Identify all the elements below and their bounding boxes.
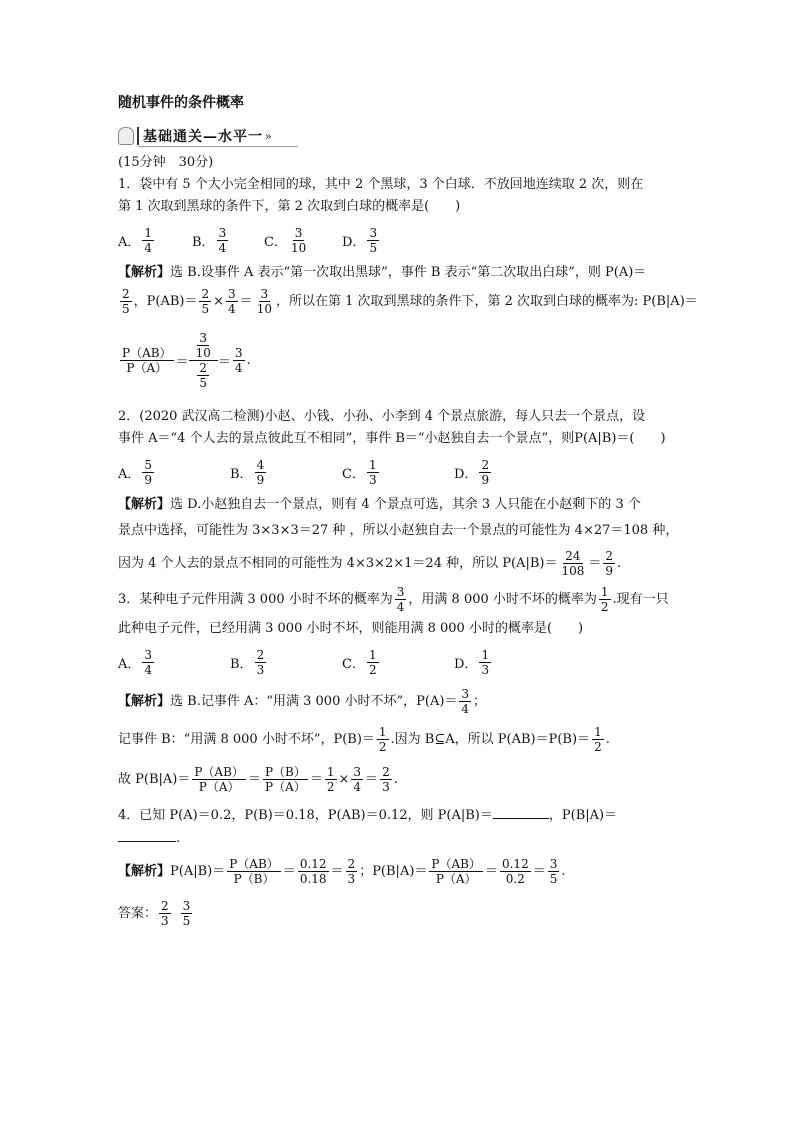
operator: ＝: [365, 772, 379, 787]
numerator: 2: [347, 857, 356, 871]
denominator: 3: [481, 662, 490, 677]
denominator: 0.2: [505, 872, 525, 886]
fraction: [479, 648, 491, 677]
level-banner: [118, 124, 678, 148]
q3-choice-a: [118, 648, 230, 677]
fraction: [351, 765, 363, 794]
numerator: 1: [378, 725, 387, 739]
fraction: [263, 765, 308, 794]
numerator: 1: [326, 765, 335, 779]
fraction: [289, 226, 308, 255]
analysis-text: 故 P(B|A)＝: [118, 772, 191, 787]
q3-stem-line2: 此种电子元件，已经用满 3 000 小时不坏，则能用满 8 000 小时的概率是( ): [118, 621, 584, 636]
numerator: P（B）: [264, 765, 306, 779]
choice-label: A．: [118, 234, 141, 250]
analysis-text: 因为 4 个人去的景点不相同的可能性为 4×3×2×1＝24 种，所以 P(A|B)＝: [118, 556, 558, 571]
denominator: 5: [369, 240, 378, 255]
numerator: 0.12: [299, 857, 327, 871]
numerator: P（AB）: [194, 765, 244, 779]
fraction: [559, 549, 586, 578]
denominator: 4: [144, 240, 153, 255]
numerator: 1: [368, 647, 377, 662]
punctuation: .: [176, 831, 181, 846]
fraction: [380, 765, 392, 794]
q1-choices: [118, 218, 678, 262]
punctuation: .: [393, 772, 398, 787]
numerator: 3: [461, 687, 470, 701]
fraction: [197, 361, 209, 390]
denominator: 4: [396, 600, 405, 614]
denominator: P（A）: [126, 360, 168, 375]
analysis-text: ，P(AB)＝: [133, 294, 198, 309]
stem-text: .现有一只: [612, 592, 669, 607]
denominator: P（A）: [435, 872, 477, 886]
numerator: 0.12: [501, 857, 529, 871]
stem-text: ，P(B|A)＝: [548, 808, 618, 823]
q2-stem-line2: 事件 A＝“4 个人去的景点彼此互不相同”，事件 B＝“小赵独自去一个景点”，则P(A|B)＝( ): [118, 431, 666, 446]
answer-blank: [493, 804, 549, 819]
q2-choice-d: [454, 458, 493, 487]
analysis-text: 选 B.记事件 A：“用满 3 000 小时不坏”，P(A)＝: [170, 694, 458, 709]
numerator: 2: [256, 647, 265, 662]
fraction: [255, 458, 267, 487]
q2-analysis-line3: [118, 546, 678, 582]
denominator: 4: [353, 780, 362, 794]
denominator: 4: [461, 702, 470, 716]
analysis-text: 选 B.设事件 A 表示“第一次取出黑球”，事件 B 表示“第二次取出白球”，则 P(A)＝: [170, 265, 647, 280]
answer-blank: [118, 827, 176, 842]
denominator: 9: [256, 472, 265, 487]
banner-underline: [138, 146, 298, 147]
denominator: 3: [347, 872, 356, 886]
fraction: [255, 648, 267, 677]
q2-analysis-line2: 景点中选择，可能性为 3×3×3＝27 种 ，所以小赵独自去一个景点的可能性为 4×27＝108 种，: [118, 523, 679, 538]
banner-divider: [137, 127, 139, 145]
denominator: 2: [368, 662, 377, 677]
punctuation: .: [561, 864, 566, 879]
q3-stem-line1: [118, 582, 678, 618]
denominator: 2: [326, 780, 335, 794]
numerator: 3: [369, 225, 378, 240]
denominator: 108: [561, 564, 585, 578]
choice-label: D．: [454, 656, 478, 672]
stem-text: 4．已知 P(A)＝0.2，P(B)＝0.18，P(AB)＝0.12，则 P(A|B)＝: [118, 808, 493, 823]
denominator: 5: [122, 302, 130, 316]
fraction: [194, 331, 213, 360]
numerator: 2: [481, 457, 490, 472]
operator: ＝: [217, 354, 231, 370]
q1-choice-b: [192, 226, 264, 255]
q3-analysis-line3: [118, 760, 678, 800]
choice-label: C．: [264, 234, 287, 250]
numerator: 1: [481, 647, 490, 662]
denominator: 0.18: [299, 872, 327, 886]
punctuation: .: [617, 556, 622, 571]
fraction: [226, 287, 238, 316]
numerator: 1: [368, 457, 377, 472]
fraction: [255, 287, 274, 316]
numerator: 3: [144, 647, 153, 662]
q1-choice-d: [342, 226, 381, 255]
operator: ＝: [239, 294, 253, 309]
numerator: 2: [382, 765, 390, 779]
fraction: [346, 857, 358, 886]
time-info: (15分钟 30分): [118, 155, 214, 170]
numerator: P（AB）: [122, 345, 172, 360]
fraction: [367, 458, 379, 487]
denominator: 2: [600, 600, 609, 614]
numerator: 3: [228, 287, 236, 301]
fraction: [548, 857, 560, 886]
analysis-tag: 【解析】: [118, 694, 171, 709]
compound-fraction: [189, 331, 218, 390]
denominator: 5: [199, 375, 208, 390]
denominator: 4: [218, 240, 227, 255]
numerator: 3: [218, 225, 227, 240]
analysis-tag: 【解析】: [118, 497, 171, 512]
numerator: 4: [256, 457, 265, 472]
q1-choice-a: [118, 226, 192, 255]
fraction: [142, 648, 154, 677]
fraction: [479, 458, 491, 487]
denominator: 3: [382, 780, 390, 794]
fraction: [325, 765, 337, 794]
analysis-text: 记事件 B：“用满 8 000 小时不坏”，P(B)＝: [118, 732, 375, 747]
denominator: 2: [594, 740, 602, 754]
denominator: 10: [290, 240, 307, 255]
compound-numerator: [189, 331, 218, 361]
q1-analysis-line3: [118, 320, 678, 400]
fraction: [120, 346, 174, 375]
fraction: [592, 725, 604, 754]
operator: ＝: [175, 354, 189, 370]
choice-label: A．: [118, 656, 141, 672]
q1-analysis-line1: [118, 262, 678, 284]
denominator: 3: [256, 662, 265, 677]
denominator: 2: [378, 740, 387, 754]
denominator: P（B）: [233, 872, 275, 886]
denominator: 5: [201, 302, 210, 316]
numerator: 3: [199, 330, 208, 345]
operator: ＝: [247, 772, 261, 787]
analysis-text: ，所以在第 1 次取到黑球的条件下，第 2 次取到白球的概率为: P(B|A)＝: [275, 294, 698, 309]
denominator: 9: [481, 472, 490, 487]
punctuation: .: [246, 352, 251, 368]
numerator: 2: [161, 899, 169, 913]
numerator: 2: [122, 287, 130, 301]
analysis-text: P(A|B)＝: [170, 864, 226, 879]
operator: ＝: [309, 772, 323, 787]
q1-stem-line1: 1．袋中有 5 个大小完全相同的球，其中 2 个黑球，3 个白球．不放回地连续取 2 次，则在: [118, 177, 644, 192]
operator: ＝: [532, 864, 546, 879]
numerator: P（AB）: [229, 857, 279, 871]
fraction: [603, 549, 615, 578]
q2-analysis-line1: [118, 494, 678, 516]
banner-text: 基础通关—水平一: [143, 129, 263, 145]
numerator: 2: [605, 549, 614, 563]
fraction: [233, 346, 245, 375]
denominator: 3: [161, 914, 169, 928]
choice-label: D．: [342, 234, 366, 250]
denominator: 3: [368, 472, 377, 487]
numerator: 3: [260, 287, 269, 301]
denominator: 9: [144, 472, 153, 487]
choice-label: B．: [192, 234, 215, 250]
numerator: 3: [294, 225, 303, 240]
q3-choices: [118, 640, 678, 684]
numerator: 2: [199, 360, 208, 375]
analysis-text: .因为 B⊆A，所以 P(AB)＝P(B)＝: [390, 732, 591, 747]
denominator: 10: [195, 345, 211, 360]
fraction: [217, 226, 229, 255]
numerator: 3: [549, 857, 558, 871]
choice-label: B．: [230, 466, 253, 482]
section-title: 随机事件的条件概率: [118, 95, 244, 111]
numerator: P（AB）: [431, 857, 481, 871]
q3-analysis-line2: [118, 720, 678, 760]
denominator: 5: [549, 872, 558, 886]
fraction: [192, 765, 246, 794]
choice-label: C．: [342, 656, 365, 672]
compound-denominator: [195, 361, 211, 390]
numerator: 1: [144, 225, 153, 240]
fraction: [159, 899, 171, 928]
choice-label: A．: [118, 466, 141, 482]
chevron-right-icon: »: [265, 129, 272, 143]
q2-choice-b: [230, 458, 342, 487]
operator: ＝: [330, 864, 344, 879]
q4-stem-line1: [118, 804, 678, 827]
denominator: 5: [182, 914, 191, 928]
q3-choice-d: [454, 648, 493, 677]
fraction: [429, 857, 483, 886]
numerator: 5: [144, 457, 153, 472]
choice-label: B．: [230, 656, 253, 672]
denominator: P（A）: [198, 780, 240, 794]
q4-analysis-line1: [118, 850, 678, 894]
denominator: 10: [256, 302, 272, 316]
denominator: 4: [144, 662, 153, 677]
operator: ×: [338, 772, 350, 787]
operator: ＝: [282, 864, 296, 879]
q1-analysis-line2: [118, 284, 698, 320]
fraction: [120, 287, 132, 316]
numerator: 1: [600, 585, 609, 599]
numerator: 3: [353, 765, 362, 779]
fraction: [599, 585, 611, 614]
numerator: 24: [565, 549, 581, 563]
q2-choice-c: [342, 458, 454, 487]
analysis-tag: 【解析】: [118, 864, 171, 879]
analysis-tag: 【解析】: [118, 265, 171, 280]
q3-choice-b: [230, 648, 342, 677]
fraction: [181, 899, 193, 928]
numerator: 2: [201, 287, 210, 301]
fraction: [367, 226, 379, 255]
document-page: [118, 92, 698, 934]
q1-choice-c: [264, 226, 342, 255]
stem-text: ，用满 8 000 小时不坏的概率为: [408, 592, 597, 607]
choice-label: C．: [342, 466, 365, 482]
fraction: [142, 458, 154, 487]
analysis-text: ；P(B|A)＝: [359, 864, 428, 879]
fraction: [395, 585, 407, 614]
stem-text: 3．某种电子元件用满 3 000 小时不坏的概率为: [118, 592, 393, 607]
fraction: [199, 287, 211, 316]
fraction: [142, 226, 154, 255]
operator: ×: [213, 294, 225, 309]
q3-analysis-line1: [118, 684, 678, 720]
numerator: 3: [234, 345, 243, 360]
denominator: 4: [234, 360, 243, 375]
fraction: [377, 725, 389, 754]
operator: ＝: [588, 556, 602, 571]
fraction: [500, 857, 531, 886]
fraction: [367, 648, 379, 677]
fraction: [298, 857, 329, 886]
analysis-text: 选 D.小赵独自去一个景点，则有 4 个景点可选，其余 3 人只能在小赵剩下的 3 个: [170, 497, 641, 512]
q4-stem-line2: [118, 827, 678, 850]
punctuation: ；: [473, 694, 487, 709]
choice-label: D．: [454, 466, 478, 482]
q2-choice-a: [118, 458, 230, 487]
q2-stem-line1: 2．(2020 武汉高二检测)小赵、小钱、小孙、小李到 4 个景点旅游，每人只去一个景点，设: [118, 409, 646, 424]
q1-stem-line2: 第 1 次取到黑球的条件下，第 2 次取到白球的概率是( ): [118, 199, 461, 214]
denominator: 9: [605, 564, 614, 578]
numerator: 1: [594, 725, 602, 739]
lightbulb-icon: [118, 127, 134, 145]
q4-answer-line: [118, 894, 678, 934]
operator: ＝: [484, 864, 498, 879]
fraction: [227, 857, 281, 886]
denominator: 4: [228, 302, 236, 316]
punctuation: .: [605, 732, 610, 747]
q2-choices: [118, 450, 678, 494]
denominator: P（A）: [265, 780, 306, 794]
numerator: 3: [396, 585, 405, 599]
fraction: [459, 687, 471, 716]
q3-choice-c: [342, 648, 454, 677]
numerator: 3: [182, 899, 191, 913]
answer-label: 答案：: [118, 906, 158, 921]
